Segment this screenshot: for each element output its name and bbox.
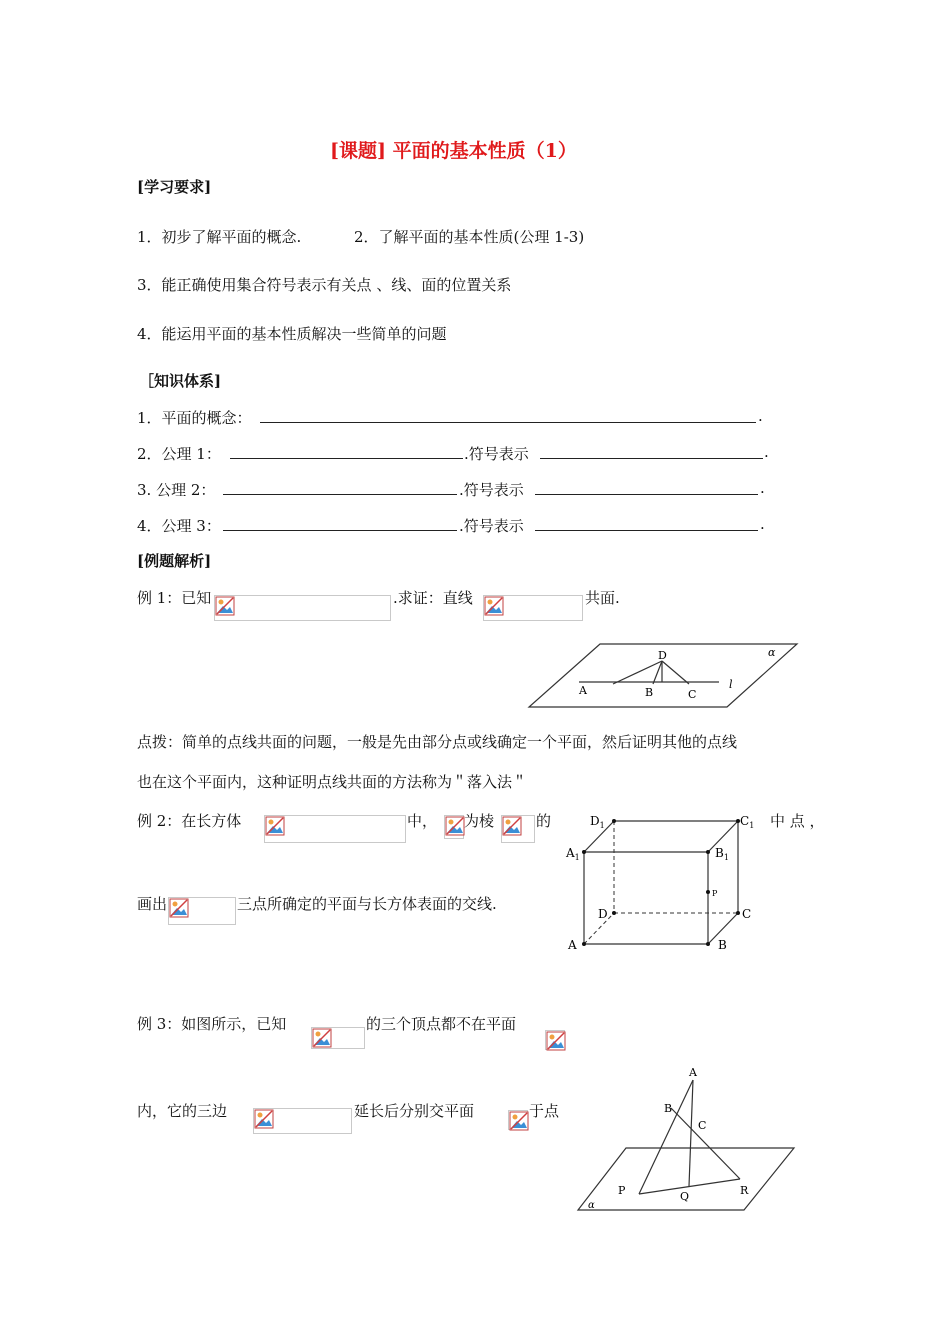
label-alpha: α xyxy=(768,646,776,659)
axiom2-blank[interactable] xyxy=(223,494,457,495)
broken-image-icon xyxy=(502,816,522,836)
example3-text: 延长后分别交平面 xyxy=(354,1102,475,1120)
broken-image-icon xyxy=(312,1028,332,1048)
label-B: B xyxy=(645,686,654,699)
broken-image-icon xyxy=(215,596,235,616)
formula-image-placeholder xyxy=(311,1027,365,1049)
example3-text: 的三个顶点都不在平面 xyxy=(366,1015,517,1033)
label-B1: $B_1$ xyxy=(715,846,729,862)
label-C: C xyxy=(688,688,697,701)
requirement-item: 3．能正确使用集合符号表示有关点 、线、面的位置关系 xyxy=(137,276,512,294)
requirement-item: 1．初步了解平面的概念. xyxy=(137,228,302,246)
example2-text: 为棱 xyxy=(464,812,495,830)
figure-cuboid xyxy=(560,808,760,956)
broken-image-icon xyxy=(254,1109,274,1129)
example2-text: 三点所确定的平面与长方体表面的交线. xyxy=(237,895,497,913)
broken-image-icon xyxy=(484,596,504,616)
concept-label: 1．平面的概念： xyxy=(137,409,252,427)
symbol-label: .符号表示 xyxy=(464,445,529,463)
label-D: D xyxy=(598,907,608,921)
formula-image-placeholder xyxy=(253,1108,352,1134)
figure-triangle-plane xyxy=(572,1062,802,1217)
label-C1: $C_1$ xyxy=(740,814,755,830)
broken-image-icon xyxy=(169,898,189,918)
broken-image-icon xyxy=(265,816,285,836)
label-P: P xyxy=(712,889,718,898)
label-D: D xyxy=(658,649,667,662)
label-R: R xyxy=(740,1184,749,1197)
example3-text: 于点 xyxy=(529,1102,560,1120)
example2-text: 的 xyxy=(536,812,552,830)
concept-blank[interactable] xyxy=(260,422,756,423)
axiom3-blank[interactable] xyxy=(223,530,457,531)
symbol-label: .符号表示 xyxy=(459,517,524,535)
label-B: B xyxy=(664,1102,673,1115)
label-alpha: α xyxy=(588,1200,595,1211)
requirements-heading: [学习要求] xyxy=(137,178,212,196)
axiom1-label: 2．公理 1： xyxy=(137,445,221,463)
axiom2-label: 3. 公理 2： xyxy=(137,481,216,499)
axiom3-label: 4．公理 3： xyxy=(137,517,221,535)
label-A: A xyxy=(568,938,577,952)
label-l: l xyxy=(729,678,733,691)
example2-text: 例 2：在长方体 xyxy=(137,812,242,830)
broken-image-icon xyxy=(509,1111,529,1131)
axiom1-blank[interactable] xyxy=(230,458,463,459)
axiom1-symbol-blank[interactable] xyxy=(540,458,763,459)
formula-image-placeholder xyxy=(168,897,236,925)
example2-text: 中， xyxy=(407,812,438,830)
example3-text: 例 3：如图所示，已知 xyxy=(137,1015,287,1033)
period: . xyxy=(760,479,765,497)
requirement-item: 4．能运用平面的基本性质解决一些简单的问题 xyxy=(137,325,447,343)
label-A: A xyxy=(689,1066,697,1079)
symbol-label: .符号表示 xyxy=(459,481,524,499)
period: . xyxy=(760,515,765,533)
example1-text: 例 1：已知 xyxy=(137,589,212,607)
figure-plane-points xyxy=(525,640,805,712)
formula-image-placeholder xyxy=(508,1110,528,1130)
period: . xyxy=(758,407,763,425)
formula-image-placeholder xyxy=(545,1030,565,1050)
page-title: [课题] 平面的基本性质（1） xyxy=(330,140,577,162)
label-Q: Q xyxy=(680,1190,690,1203)
label-C: C xyxy=(742,907,752,921)
examples-heading: [例题解析] xyxy=(137,552,212,570)
axiom3-symbol-blank[interactable] xyxy=(535,530,758,531)
requirement-item: 2．了解平面的基本性质(公理 1-3) xyxy=(354,228,585,246)
label-C: C xyxy=(698,1119,707,1132)
formula-image-placeholder xyxy=(264,815,406,843)
formula-image-placeholder xyxy=(501,815,535,843)
label-B: B xyxy=(718,938,727,952)
formula-image-placeholder xyxy=(444,815,464,839)
axiom2-symbol-blank[interactable] xyxy=(535,494,758,495)
hint-text: 点拨：简单的点线共面的问题，一般是先由部分点或线确定一个平面，然后证明其他的点线 xyxy=(137,733,738,751)
example3-text: 内，它的三边 xyxy=(137,1102,228,1120)
knowledge-heading: ［知识体系] xyxy=(139,372,222,390)
label-P: P xyxy=(618,1184,626,1197)
example2-text: 画出 xyxy=(137,895,168,913)
label-A1: $A_1$ xyxy=(566,846,580,862)
period: . xyxy=(764,443,769,461)
broken-image-icon xyxy=(546,1031,566,1051)
formula-image-placeholder xyxy=(214,595,391,621)
example1-text: .求证：直线 xyxy=(393,589,473,607)
label-D1: $D_1$ xyxy=(590,814,605,830)
label-A: A xyxy=(579,684,587,697)
formula-image-placeholder xyxy=(483,595,583,621)
example1-text: 共面. xyxy=(585,589,620,607)
hint-text: 也在这个平面内，这种证明点线共面的方法称为＂落入法＂ xyxy=(137,773,528,791)
broken-image-icon xyxy=(445,816,465,836)
example2-text: 中 点 ， xyxy=(770,812,825,830)
